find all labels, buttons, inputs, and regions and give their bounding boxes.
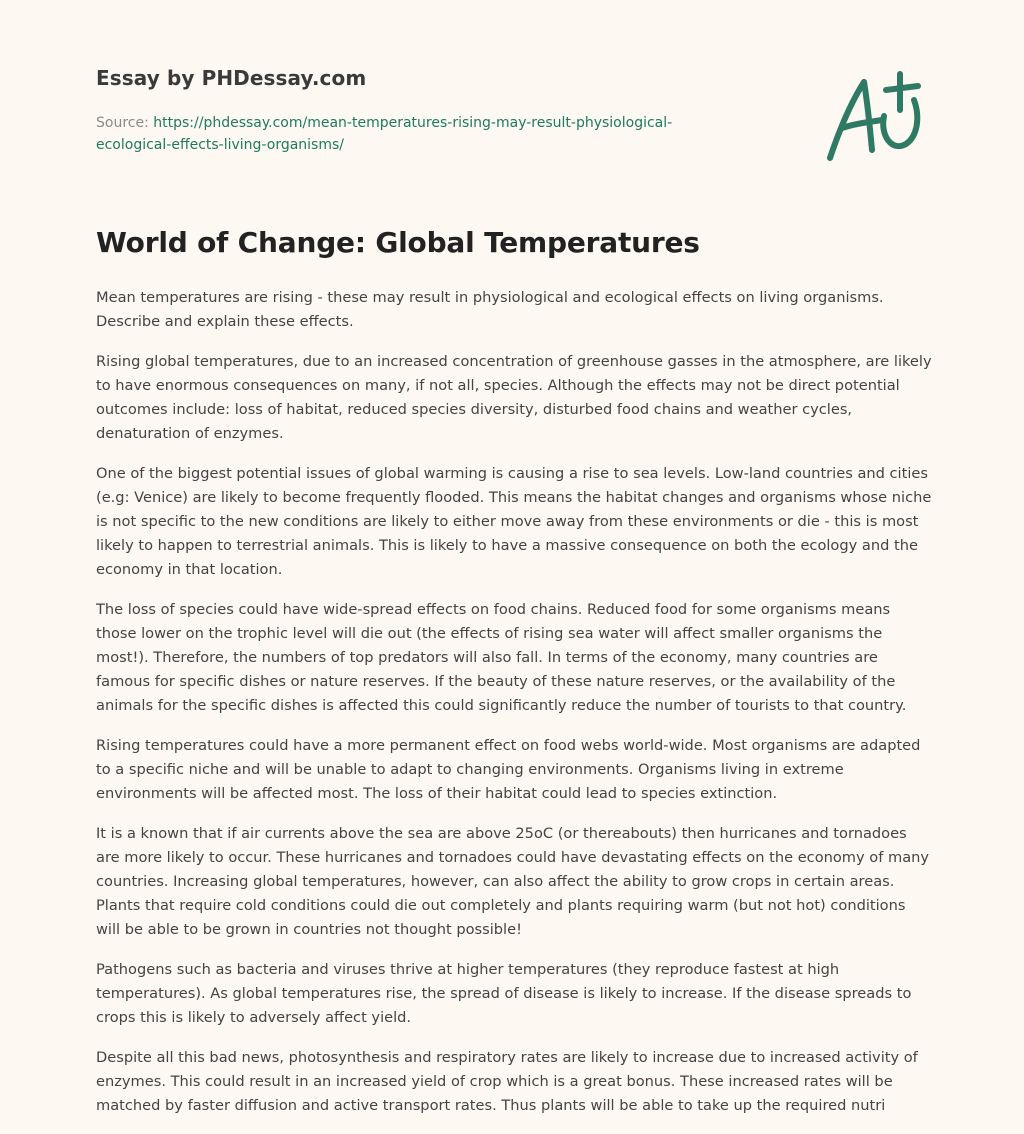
article-title: World of Change: Global Temperatures: [96, 226, 700, 259]
paragraph: Mean temperatures are rising - these may result in physiological and ecological effects on living organisms. Describe and explain these effects.: [96, 289, 884, 330]
article-body: [96, 286, 932, 1134]
paragraph: The loss of species could have wide-spread effects on food chains. Reduced food for some organisms means those lower on the trophic level will die out (the effects of rising sea water will affect smaller organisms the most!). Therefore, the numbers of top predators will also fall. In terms of the economy, many countries are famous for specific dishes or nature reserves. If the beauty of these nature reserves, or the availability of the animals for the specific dishes is affected this could significantly reduce the number of tourists to that country.: [96, 601, 907, 714]
site-title: Essay by PHDessay.com: [96, 66, 367, 90]
paragraph: Despite all this bad news, photosynthesis and respiratory rates are likely to increase due to increased activity of enzymes. This could result in an increased yield of crop which is a great bonus. These increased rates will be matched by faster diffusion and active transport rates. Thus plants will be able to take up the required nutri: [96, 1049, 918, 1114]
paragraph: It is a known that if air currents above the sea are above 25oC (or thereabouts) then hurricanes and tornadoes are more likely to occur. These hurricanes and tornadoes could have devastating effects on the economy of many countries. Increasing global temperatures, however, can also affect the ability to grow crops in certain areas. Plants that require cold conditions could die out completely and plants requiring warm (but not hot) conditions will be able to be grown in countries not thought possible!: [96, 825, 930, 938]
source-label: Source:: [96, 115, 154, 131]
a-plus-logo-graphic: [824, 70, 928, 166]
a-plus-grade-logo-icon: [824, 70, 928, 166]
source-link[interactable]: https://phdessay.com/mean-temperatures-rising-may-result-physiological-ecological-effects-living-organisms/: [96, 115, 673, 153]
paragraph: Rising temperatures could have a more permanent effect on food webs world-wide. Most organisms are adapted to a specific niche and will be unable to adapt to changing environments. Organisms living in extreme environments will be affected most. The loss of their habitat could lead to species extinction.: [96, 737, 921, 802]
source-line: [96, 112, 736, 156]
paragraph: One of the biggest potential issues of global warming is causing a rise to sea levels. Low-land countries and cities (e.g: Venice) are likely to become frequently flooded. This means the habitat changes and organisms whose niche is not specific to the new conditions are likely to either move away from these environments or die - this is most likely to happen to terrestrial animals. This is likely to have a massive consequence on both the ecology and the economy in that location.: [96, 465, 932, 578]
paragraph: Pathogens such as bacteria and viruses thrive at higher temperatures (they reproduce fastest at high temperatures). As global temperatures rise, the spread of disease is likely to increase. If the disease spreads to crops this is likely to adversely affect yield.: [96, 961, 912, 1026]
paragraph: Rising global temperatures, due to an increased concentration of greenhouse gasses in the atmosphere, are likely to have enormous consequences on many, if not all, species. Although the effects may not be direct potential outcomes include: loss of habitat, reduced species diversity, disturbed food chains and weather cycles, denaturation of enzymes.: [96, 353, 932, 442]
